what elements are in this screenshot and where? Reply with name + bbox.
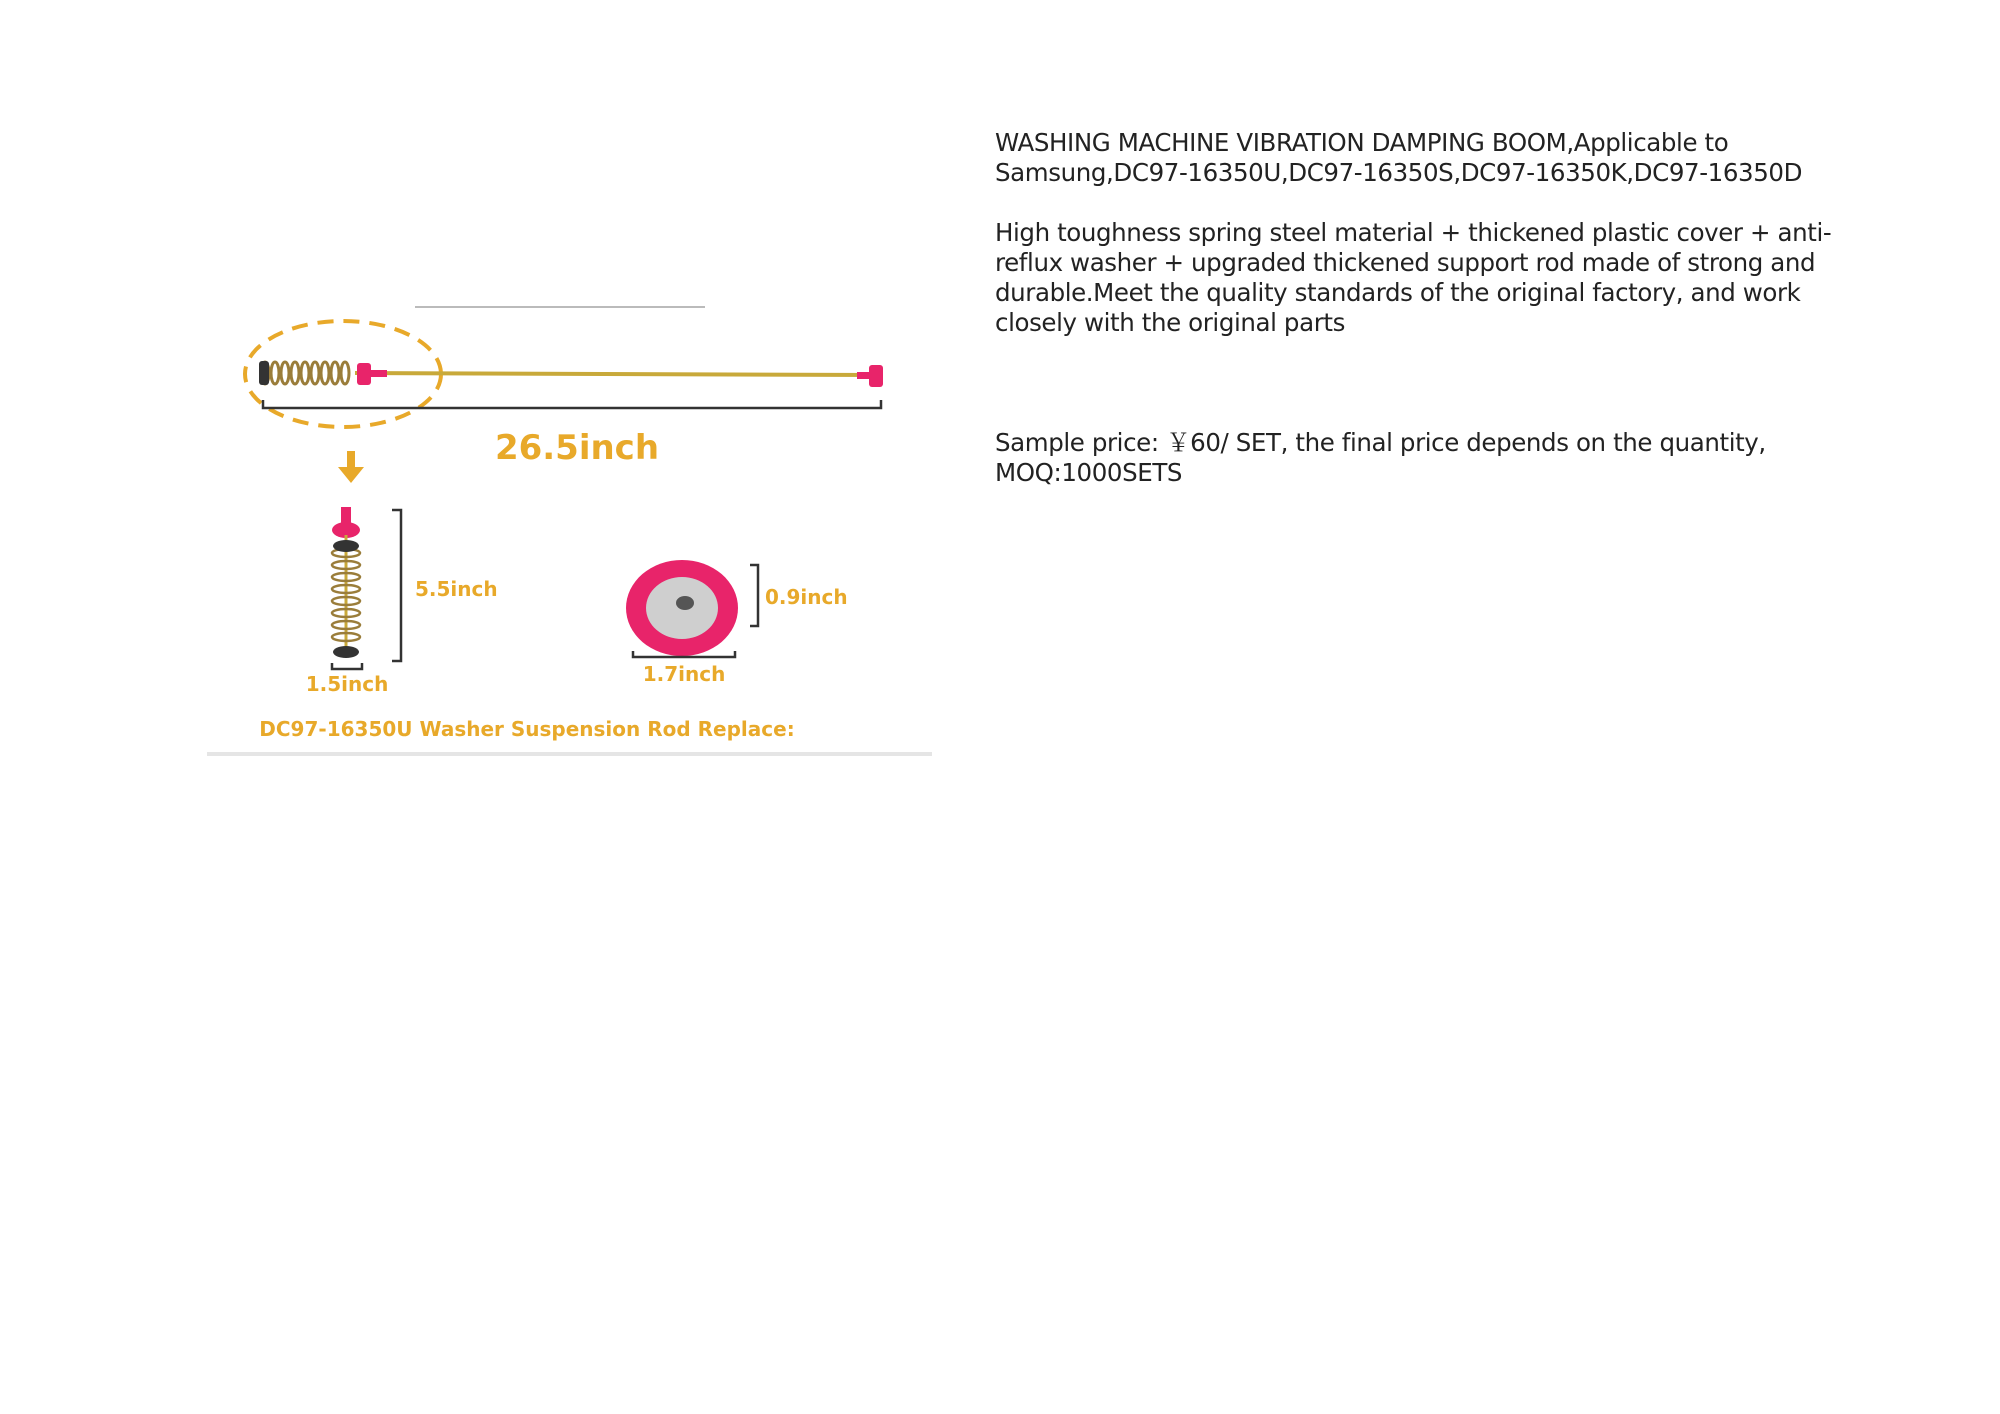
price-info — [995, 428, 1875, 488]
rod-cap-left — [357, 363, 371, 385]
down-arrow-icon — [338, 451, 364, 483]
washer-height-bracket — [750, 565, 758, 626]
length-label: 26.5inch — [494, 428, 660, 468]
price-line-1: Sample price: ￥60/ SET, the final price depends on the quantity, — [995, 428, 1766, 457]
rod-damper-end — [259, 361, 269, 385]
spring-width-bracket — [332, 663, 362, 669]
rod-cap-right-stem — [857, 372, 871, 379]
product-image — [205, 295, 932, 757]
washer-detail — [626, 560, 738, 656]
spring-height-bracket — [392, 510, 401, 661]
rod-spring — [261, 362, 349, 384]
product-description — [995, 128, 1875, 488]
product-title — [995, 128, 1875, 188]
washer-height-label: 0.9inch — [765, 585, 848, 609]
washer-width-label: 1.7inch — [642, 662, 726, 686]
spring-width-label: 1.5inch — [305, 672, 389, 696]
spring-height-label: 5.5inch — [415, 577, 498, 601]
spring-detail — [332, 507, 360, 658]
length-bracket — [263, 400, 881, 408]
title-line-2: Samsung,DC97-16350U,DC97-16350S,DC97-16350K,DC97-16350D — [995, 158, 1803, 187]
price-line-2: MOQ:1000SETS — [995, 458, 1183, 487]
figure-caption: DC97-16350U Washer Suspension Rod Replace: — [259, 717, 795, 741]
rod — [355, 373, 875, 375]
suspension-rod-diagram — [205, 295, 932, 757]
rod-cap-left-stem — [371, 370, 387, 377]
rod-cap-right — [869, 365, 883, 387]
product-features: High toughness spring steel material + thickened plastic cover + anti-reflux washer + upgraded thickened support rod made of strong and durable.Meet the quality standards of the original factory, and work closely with the original parts — [995, 218, 1832, 337]
title-line-1: WASHING MACHINE VIBRATION DAMPING BOOM,Applicable to — [995, 128, 1729, 157]
